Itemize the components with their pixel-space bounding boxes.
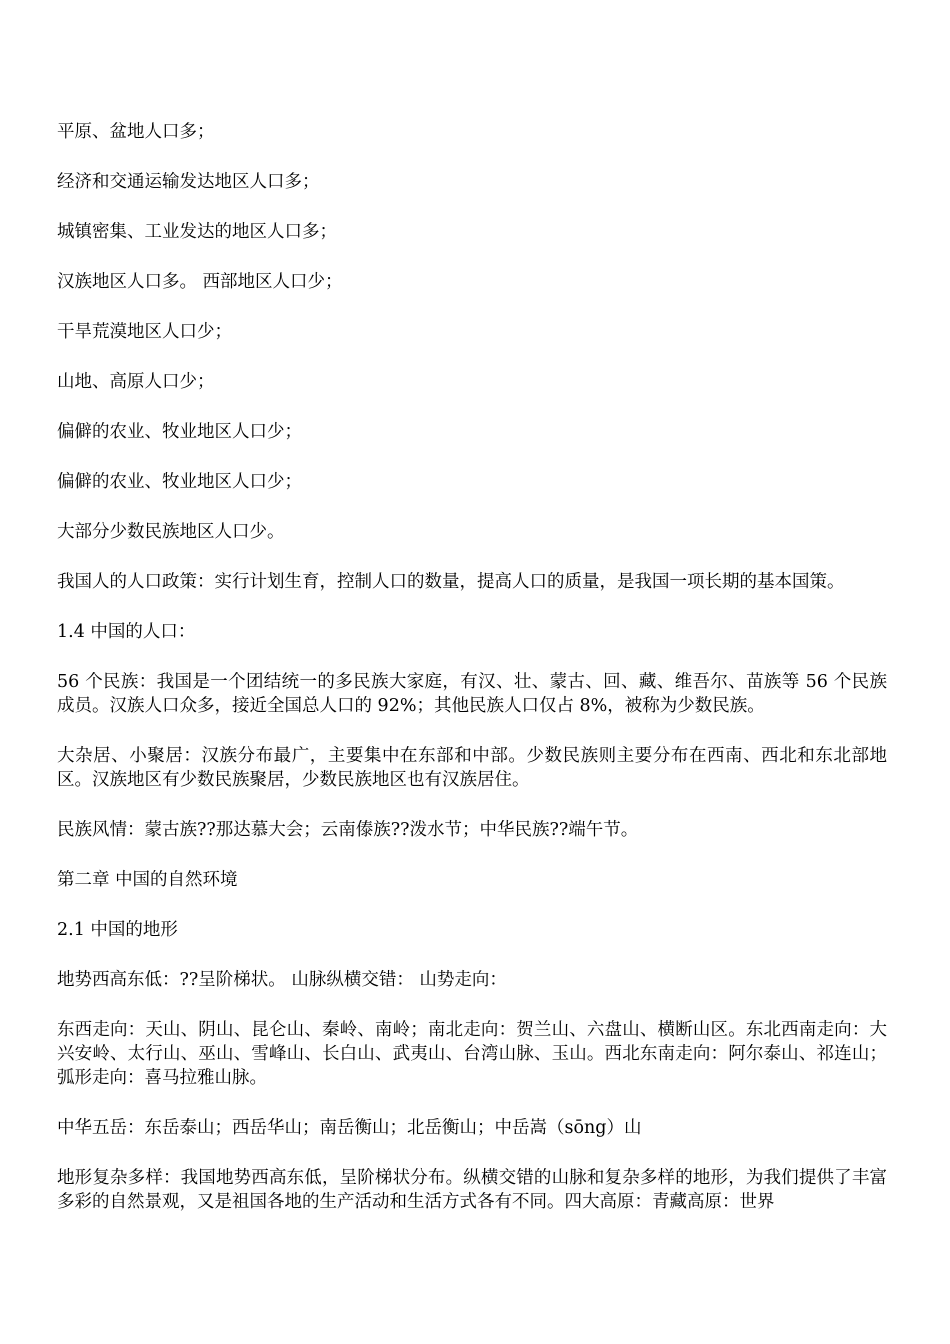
document-page [57,120,887,1240]
paragraph: 地势西高东低：??呈阶梯状。 山脉纵横交错： 山势走向： [57,970,507,990]
paragraph: 民族风情：蒙古族??那达慕大会；云南傣族??泼水节；中华民族??端午节。 [57,820,639,840]
paragraph: 干旱荒漠地区人口少； [57,322,232,342]
paragraph: 经济和交通运输发达地区人口多； [57,172,320,192]
paragraph: 我国人的人口政策：实行计划生育，控制人口的数量，提高人口的质量，是我国一项长期的基本国策。 [57,572,845,592]
paragraph: 大部分少数民族地区人口少。 [57,522,285,542]
paragraph: 中华五岳：东岳泰山；西岳华山；南岳衡山；北岳衡山；中岳嵩（sōng）山 [57,1118,642,1138]
section-heading: 1.4 中国的人口： [57,622,196,642]
chapter-heading: 第二章 中国的自然环境 [57,870,238,890]
paragraph: 偏僻的农业、牧业地区人口少； [57,472,302,492]
paragraph: 山地、高原人口少； [57,372,215,392]
section-heading: 2.1 中国的地形 [57,920,178,940]
paragraph: 偏僻的农业、牧业地区人口少； [57,422,302,442]
paragraph: 56 个民族：我国是一个团结统一的多民族大家庭，有汉、壮、蒙古、回、藏、维吾尔、苗族等 56 个民族成员。汉族人口众多，接近全国总人口的 92%；其他民族人口仅占 8%，被称为少数民族。 [57,672,887,716]
paragraph: 东西走向：天山、阴山、昆仑山、秦岭、南岭；南北走向：贺兰山、六盘山、横断山区。东北西南走向：大兴安岭、太行山、巫山、雪峰山、长白山、武夷山、台湾山脉、玉山。西北东南走向：阿尔泰山、祁连山；弧形走向：喜马拉雅山脉。 [57,1020,887,1088]
paragraph: 地形复杂多样：我国地势西高东低，呈阶梯状分布。纵横交错的山脉和复杂多样的地形，为我们提供了丰富多彩的自然景观，又是祖国各地的生产活动和生活方式各有不同。四大高原：青藏高原：世界 [57,1168,887,1212]
paragraph: 大杂居、小聚居：汉族分布最广，主要集中在东部和中部。少数民族则主要分布在西南、西北和东北部地区。汉族地区有少数民族聚居，少数民族地区也有汉族居住。 [57,746,887,790]
paragraph: 平原、盆地人口多； [57,122,215,142]
paragraph: 城镇密集、工业发达的地区人口多； [57,222,337,242]
paragraph: 汉族地区人口多。 西部地区人口少； [57,272,343,292]
